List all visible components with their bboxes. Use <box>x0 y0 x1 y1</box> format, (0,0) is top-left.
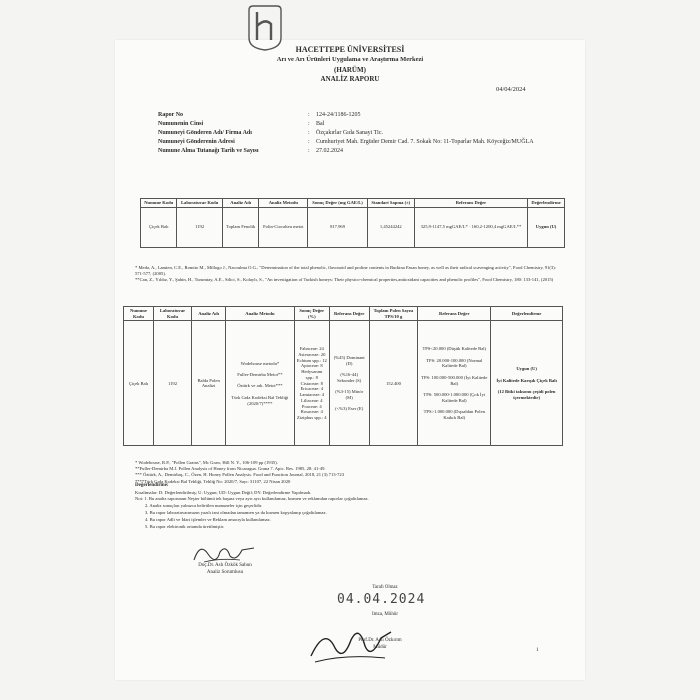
report-date: 04/04/2024 <box>496 86 526 93</box>
method-item: Türk Gıda Kodeksi Bal Tebliği (2020/7)**** <box>231 394 289 406</box>
info-label: Numune Alma Tutanağı Tarih ve Sayısı <box>158 148 259 154</box>
signer-1-role: Analiz Sorumlusu <box>206 569 244 575</box>
table-cell: Uygun (U) <box>528 207 565 247</box>
table-cell: Toplam Fenolik <box>222 207 259 247</box>
table-header-row <box>141 199 565 208</box>
tps-ref-item: TPS<20.000 (Düşük Kalitede Bal) <box>422 346 487 352</box>
info-label: Numuneyi Gönderenin Adresi <box>158 139 235 145</box>
table-cell: 1192 <box>153 321 191 446</box>
stamp-line-2: Imza, Mühür <box>371 612 399 617</box>
report-info <box>158 111 578 156</box>
table-cell: 325,9-1147,5 mgGAE/L* · 160,2-1200,4 mgGAE/L** <box>414 207 527 247</box>
result-item: Lamiaceae: 4 <box>299 392 325 398</box>
info-value: Cumhuriyet Mah. Ergüder Demir Cad. 7. Sokak No: 11-Toparlar Mah. Köyceğiz/MUĞLA <box>316 139 534 145</box>
result-item: Hedysarum spp.: 8 <box>301 369 323 380</box>
info-row: Numunenin Cinsi : Bal <box>158 120 578 129</box>
info-row: Numune Alma Tutanağı Tarih ve Sayısı : 27.02.2024 <box>158 147 578 156</box>
info-label: Numuneyi Gönderen Adı/ Firma Adı <box>158 130 252 136</box>
info-row: Numuneyi Gönderenin Adresi : Cumhuriyet Mah. Ergüder Demir Cad. 7. Sokak No: 11-Toparlar Mah. Köyceğiz/MUĞLA <box>158 138 578 147</box>
signer-2-title: Prof.Dr. Aslı Özkırım <box>358 638 402 643</box>
result-item: Cistaceae: 8 <box>300 380 323 386</box>
ref-value-item: (%45) Dominant (D) <box>333 354 365 366</box>
note-item: 2. Analiz sonuçları yalnızca belirtilen numuneler için geçerlidir. <box>145 503 263 509</box>
tps-ref-item: TPS: 20.000-100.000 (Normal Kalitede Bal) <box>426 357 483 369</box>
info-label: Rapor No <box>158 112 184 118</box>
table-cell <box>294 321 329 446</box>
tps-ref-item: TPS: 100.000-500.000 (İyi Kalitede Bal) <box>421 374 488 386</box>
table-row <box>124 321 563 446</box>
col-header: Numune Kodu <box>141 199 177 208</box>
info-value: 27.02.2024 <box>316 148 343 154</box>
page-number: 1 <box>536 648 539 653</box>
result-item: Echium spp.: 12 <box>296 357 327 363</box>
ref-value-item: (<%3) Eser (E) <box>335 406 364 412</box>
col-header: Değerlendirme <box>491 307 563 321</box>
signer-1-title: Doç.Dr. Aslı Özkök Sabun <box>198 563 252 568</box>
table-cell: 152.400 <box>369 321 418 446</box>
reference-item: **Fuller-Demirba M.J. Pollen Analysis of Honey from Nicaragua. Grana 7. Apic. Res. 1985, 28: 41-49. <box>135 466 326 472</box>
col-header: Referans Değer <box>418 307 491 321</box>
table-cell: Folin-Ciocalteu metot <box>259 207 308 247</box>
phenolic-references <box>135 265 565 284</box>
result-item: Ericaceae: 4 <box>300 386 324 392</box>
phenolic-table <box>140 198 565 248</box>
col-header: Analiz Metodu <box>259 199 308 208</box>
result-item: Rosaceae: 4 <box>300 409 323 415</box>
info-value: Bal <box>316 121 325 127</box>
result-item: Ziziphus spp.: 4 <box>297 415 327 420</box>
table-header-row <box>124 307 563 321</box>
table-cell: 817,969 <box>308 207 368 247</box>
note-item: Not: 1. Bu analiz raporunun Neşter bölümü tek başına veya ayrı ayrı kullanılamaz, kısmen ve reklamdan raporlar çoğaltılamaz. <box>135 496 369 502</box>
method-item: Fuller-Demirba Metot** <box>237 372 283 377</box>
col-header: Laboratuvar Kodu <box>177 199 222 208</box>
col-header: Analiz Adı <box>192 307 226 321</box>
info-value: Özçakırlar Gıda Sanayi Tic. <box>316 130 383 136</box>
report-type: ANALİZ RAPORU <box>320 75 380 83</box>
result-item: Fabaceae: 24 <box>299 346 324 352</box>
col-header: Numune Kodu <box>124 307 154 321</box>
table-cell <box>491 321 563 446</box>
stamp-line-1: Tarafı Olmaz <box>372 585 398 590</box>
col-header: Analiz Adı <box>222 199 259 208</box>
evaluation-item: (12 Bitki taksonu çeşidi polen içermektedir) <box>497 389 556 400</box>
method-item: Öztürk ve ark. Metot*** <box>237 383 283 389</box>
center-name: Arı ve Arı Ürünleri Uygulama ve Araştırma Merkezi <box>276 56 424 63</box>
note-item: 5. Bu rapor elektronik ortamda üretilmiştir. <box>145 523 225 529</box>
notes-section <box>135 482 565 531</box>
pollen-table <box>123 306 563 446</box>
reference-item: * Meda, A., Lamien, C.E., Romito M., Millogo J., Nacoulma O.G., "Determination of the total phenolic, flavonoid and proline contents in Burkina Fasan honey, as well as their radical scavenging activity", Food Chemistry, 91(3): 571-577, (2005). <box>135 265 556 277</box>
col-header: Değerlendirme <box>528 199 565 208</box>
table-row <box>141 207 565 247</box>
col-header: Analiz Metodu <box>226 307 295 321</box>
col-header: Sonuç Değer (%) <box>294 307 329 321</box>
table-cell <box>226 321 295 446</box>
info-value: 124-24/1186-1205 <box>316 112 361 118</box>
info-label: Numunenin Cinsi <box>158 121 204 127</box>
reference-item: *** Öztürk, A., Demirbaş, C., Özen, H. Honey Pollen Analysis. Food and Function Journal, 2018, 21 (3) 713-723 <box>135 472 344 478</box>
tps-ref-item: TPS>1.000.000 (Dışsaldan Polen Katkılı Bal) <box>423 409 485 420</box>
reference-item: ****Türk Gıda Kodeksi Bal Tebliği, Tebliğ No: 2020/7, Sayı: 31107, 22 Nisan 2020 <box>135 478 291 484</box>
table-cell: Çiçek Balı <box>141 207 177 247</box>
table-cell: Balda Polen Analizi <box>192 321 226 446</box>
table-cell: 1192 <box>177 207 222 247</box>
result-item: Poaceae: 4 <box>301 403 322 409</box>
result-item: Asteraceae: 20 <box>298 351 326 357</box>
table-cell: Çiçek Balı <box>124 321 154 446</box>
col-header: Sonuç Değer (mg GAE/L) <box>308 199 368 208</box>
stamp-block <box>335 585 435 592</box>
reference-item: * Wodehouse, R.P., "Pollen Grains", Mc Graw, Hill N. Y., 106-109 pp (1935). <box>135 460 278 465</box>
evaluation-item: Uygun (U) <box>516 366 537 372</box>
signer-2-role: Müdür <box>373 644 387 650</box>
ref-value-item: (%3-15) Minör (M) <box>335 389 364 400</box>
col-header: Standart Sapma (±) <box>367 199 414 208</box>
method-item: Wodehouse metodu* <box>240 360 280 366</box>
col-header: Laboratuvar Kodu <box>153 307 191 321</box>
col-header: Referans Değer <box>329 307 369 321</box>
table-cell: 1,45244242 <box>367 207 414 247</box>
col-header: Toplam Polen Sayısı TPS/10 g <box>369 307 418 321</box>
ref-value-item: (%16-44) Sekonder (S) <box>337 372 362 383</box>
evaluation-item: İyi Kalitede Karışık Çiçek Balı <box>496 377 557 383</box>
info-row: Numuneyi Gönderen Adı/ Firma Adı : Özçakırlar Gıda Sanayi Tic. <box>158 129 578 138</box>
result-item: Liliaceae: 4 <box>301 397 323 403</box>
table-cell <box>329 321 369 446</box>
result-item: Apiaceae: 8 <box>300 363 323 369</box>
signer-1 <box>175 563 275 576</box>
stamp-date: 04.04.2024 <box>337 592 426 607</box>
signer-2 <box>330 638 430 651</box>
notes-title: Değerlendirme: <box>135 483 169 488</box>
center-abbr: (HARÜM) <box>334 66 366 74</box>
col-header: Referans Değer <box>414 199 527 208</box>
table-cell <box>418 321 491 446</box>
tps-ref-item: TPS: 500.000-1.000.000 (Çok İyi Kalitede Bal) <box>423 392 486 403</box>
university-name: HACETTEPE ÜNİVERSİTESİ <box>295 45 405 54</box>
notes-abbrev: Kısaltmalar: D: Değerlendirilmiş; U: Uygun; UD: Uygun Değil; DY: Değerlendirme Yapılmadı. <box>135 489 312 495</box>
note-item: 3. Bu rapor laboratuvarımızın yazılı izni olmadan tamamen ya da kısmen kopyalanıp çoğaltılamaz. <box>145 510 327 516</box>
info-row: Rapor No : 124-24/1186-1205 <box>158 111 578 120</box>
reference-item: **Can, Z., Yıldız, Y., Şahin, H., Turumtay, A.E., Silici, S., Kolaylı, S., "An investigation of Turkish honeys: Their physico-chemical properties,antioxidant capacities and phenolic profiles", Food Chemistry, 180: 133-141, (2015) <box>135 277 554 283</box>
note-item: 4. Bu rapor Adli ve İdari işlemler ve Reklam amacıyla kullanılamaz. <box>145 517 271 523</box>
